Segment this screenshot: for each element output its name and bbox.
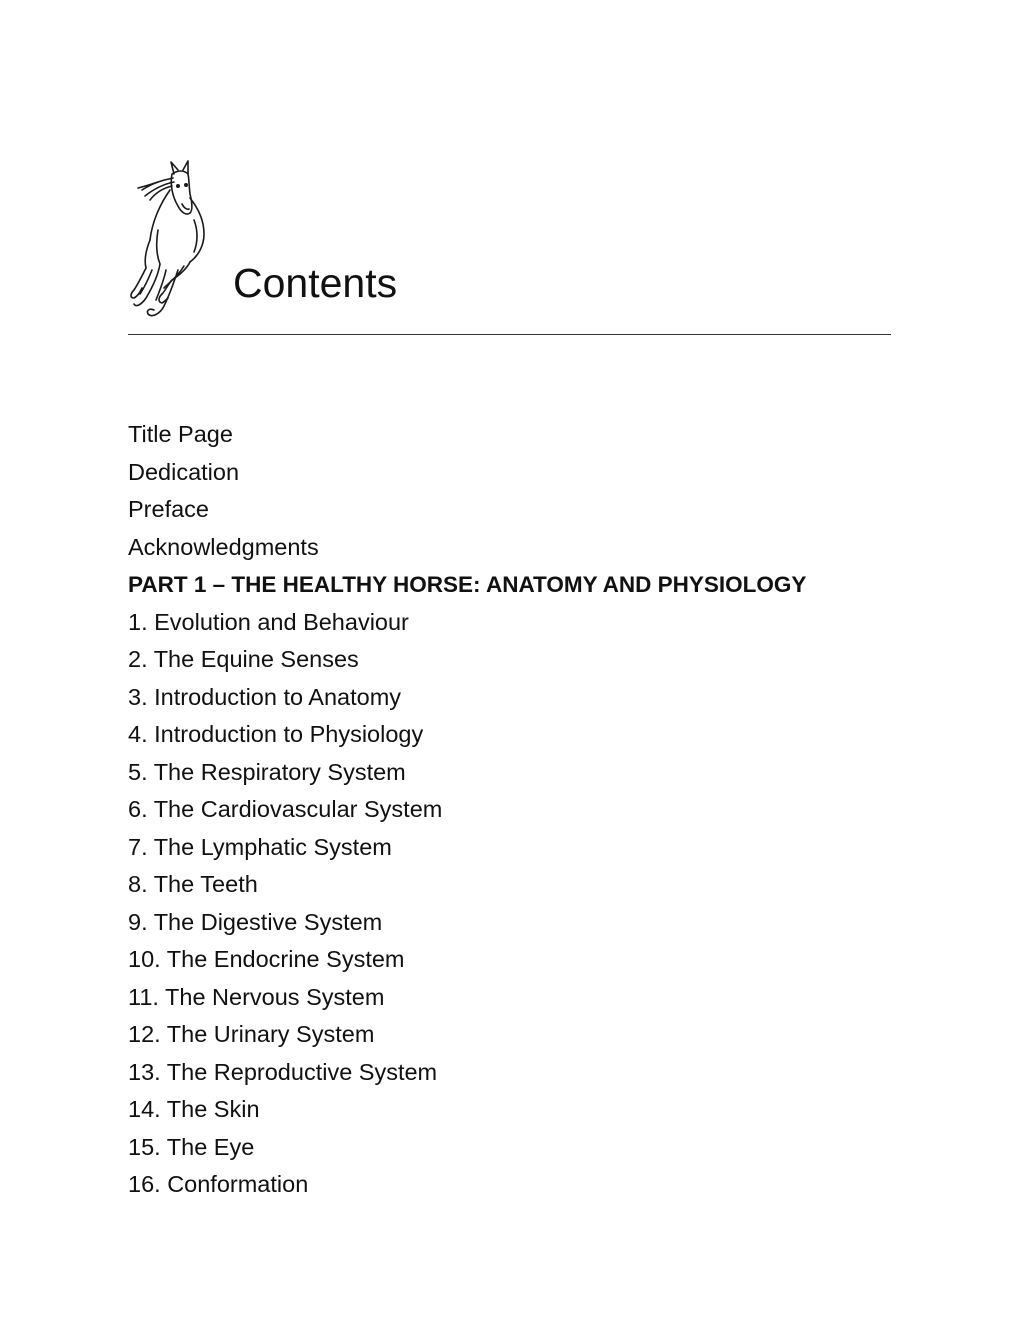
page-title: Contents bbox=[233, 260, 398, 306]
toc-chapter-5[interactable]: 5. The Respiratory System bbox=[128, 758, 406, 785]
contents-header bbox=[128, 160, 891, 336]
toc-chapter-15[interactable]: 15. The Eye bbox=[128, 1133, 255, 1160]
toc-chapter-12[interactable]: 12. The Urinary System bbox=[128, 1021, 375, 1047]
toc-chapter-6[interactable]: 6. The Cardiovascular System bbox=[128, 796, 443, 822]
toc-part-heading[interactable]: PART 1 – THE HEALTHY HORSE: ANATOMY AND PHYSIOLOGY bbox=[128, 572, 807, 597]
toc-chapter-8[interactable]: 8. The Teeth bbox=[128, 871, 258, 897]
toc-chapter-14[interactable]: 14. The Skin bbox=[128, 1096, 260, 1122]
toc-chapter-11[interactable]: 11. The Nervous System bbox=[128, 983, 385, 1010]
toc-entry-preface[interactable]: Preface bbox=[128, 496, 209, 522]
title-divider bbox=[128, 334, 891, 335]
toc-chapter-7[interactable]: 7. The Lymphatic System bbox=[128, 833, 392, 860]
toc-chapter-16[interactable]: 16. Conformation bbox=[128, 1171, 309, 1197]
toc-chapter-1[interactable]: 1. Evolution and Behaviour bbox=[128, 608, 409, 635]
toc-entry-title-page[interactable]: Title Page bbox=[128, 421, 233, 447]
toc-chapter-10[interactable]: 10. The Endocrine System bbox=[128, 946, 405, 972]
toc-chapter-3[interactable]: 3. Introduction to Anatomy bbox=[128, 683, 402, 710]
toc-chapter-2[interactable]: 2. The Equine Senses bbox=[128, 646, 359, 672]
toc-entry-dedication[interactable]: Dedication bbox=[128, 458, 240, 485]
table-of-contents bbox=[128, 416, 908, 1204]
toc-chapter-13[interactable]: 13. The Reproductive System bbox=[128, 1058, 438, 1085]
toc-chapter-4[interactable]: 4. Introduction to Physiology bbox=[128, 721, 424, 747]
galloping-horse-icon bbox=[128, 160, 210, 320]
toc-entry-acknowledgments[interactable]: Acknowledgments bbox=[128, 533, 319, 560]
toc-chapter-9[interactable]: 9. The Digestive System bbox=[128, 908, 383, 935]
